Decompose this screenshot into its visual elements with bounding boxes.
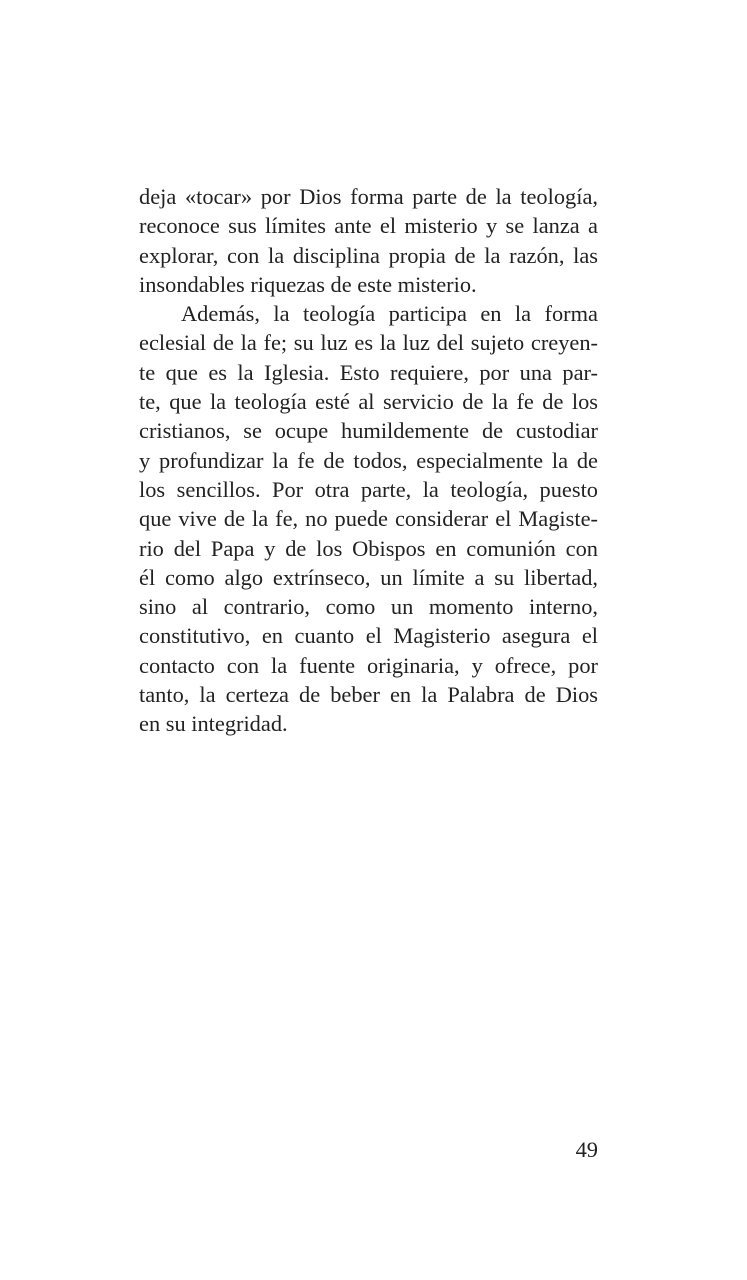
- text-line: que vive de la fe, no puede considerar el Magiste-: [139, 506, 598, 532]
- text-line: él como algo extrínseco, un límite a su libertad,: [139, 564, 598, 590]
- text-line: te que es la Iglesia. Esto requiere, por una par-: [139, 359, 598, 385]
- text-line: explorar, con la disciplina propia de la razón, las: [139, 242, 598, 268]
- text-line: constitutivo, en cuanto el Magisterio asegura el: [139, 623, 598, 649]
- page-number: 49: [575, 1137, 598, 1162]
- text-line: sino al contrario, como un momento interno,: [139, 594, 598, 620]
- text-line: tanto, la certeza de beber en la Palabra de Dios: [139, 682, 598, 708]
- text-line: rio del Papa y de los Obispos en comunión con: [139, 535, 598, 561]
- paragraph-1: [139, 182, 598, 299]
- body-text: [139, 182, 598, 739]
- text-line: deja «tocar» por Dios forma parte de la teología,: [139, 184, 598, 209]
- text-line: en su integridad.: [139, 711, 288, 737]
- text-line: contacto con la fuente originaria, y ofrece, por: [139, 652, 598, 678]
- text-line: los sencillos. Por otra parte, la teología, puesto: [139, 476, 598, 502]
- text-line: Además, la teología participa en la forma: [181, 301, 598, 327]
- text-line: cristianos, se ocupe humildemente de custodiar: [139, 418, 598, 444]
- paragraph-2: [139, 299, 598, 738]
- text-line: eclesial de la fe; su luz es la luz del sujeto creyen-: [139, 330, 598, 356]
- text-line: reconoce sus límites ante el misterio y se lanza a: [139, 213, 598, 239]
- text-line: insondables riquezas de este misterio.: [139, 271, 477, 297]
- text-line: te, que la teología esté al servicio de la fe de los: [139, 389, 598, 415]
- text-line: y profundizar la fe de todos, especialmente la de: [139, 447, 598, 473]
